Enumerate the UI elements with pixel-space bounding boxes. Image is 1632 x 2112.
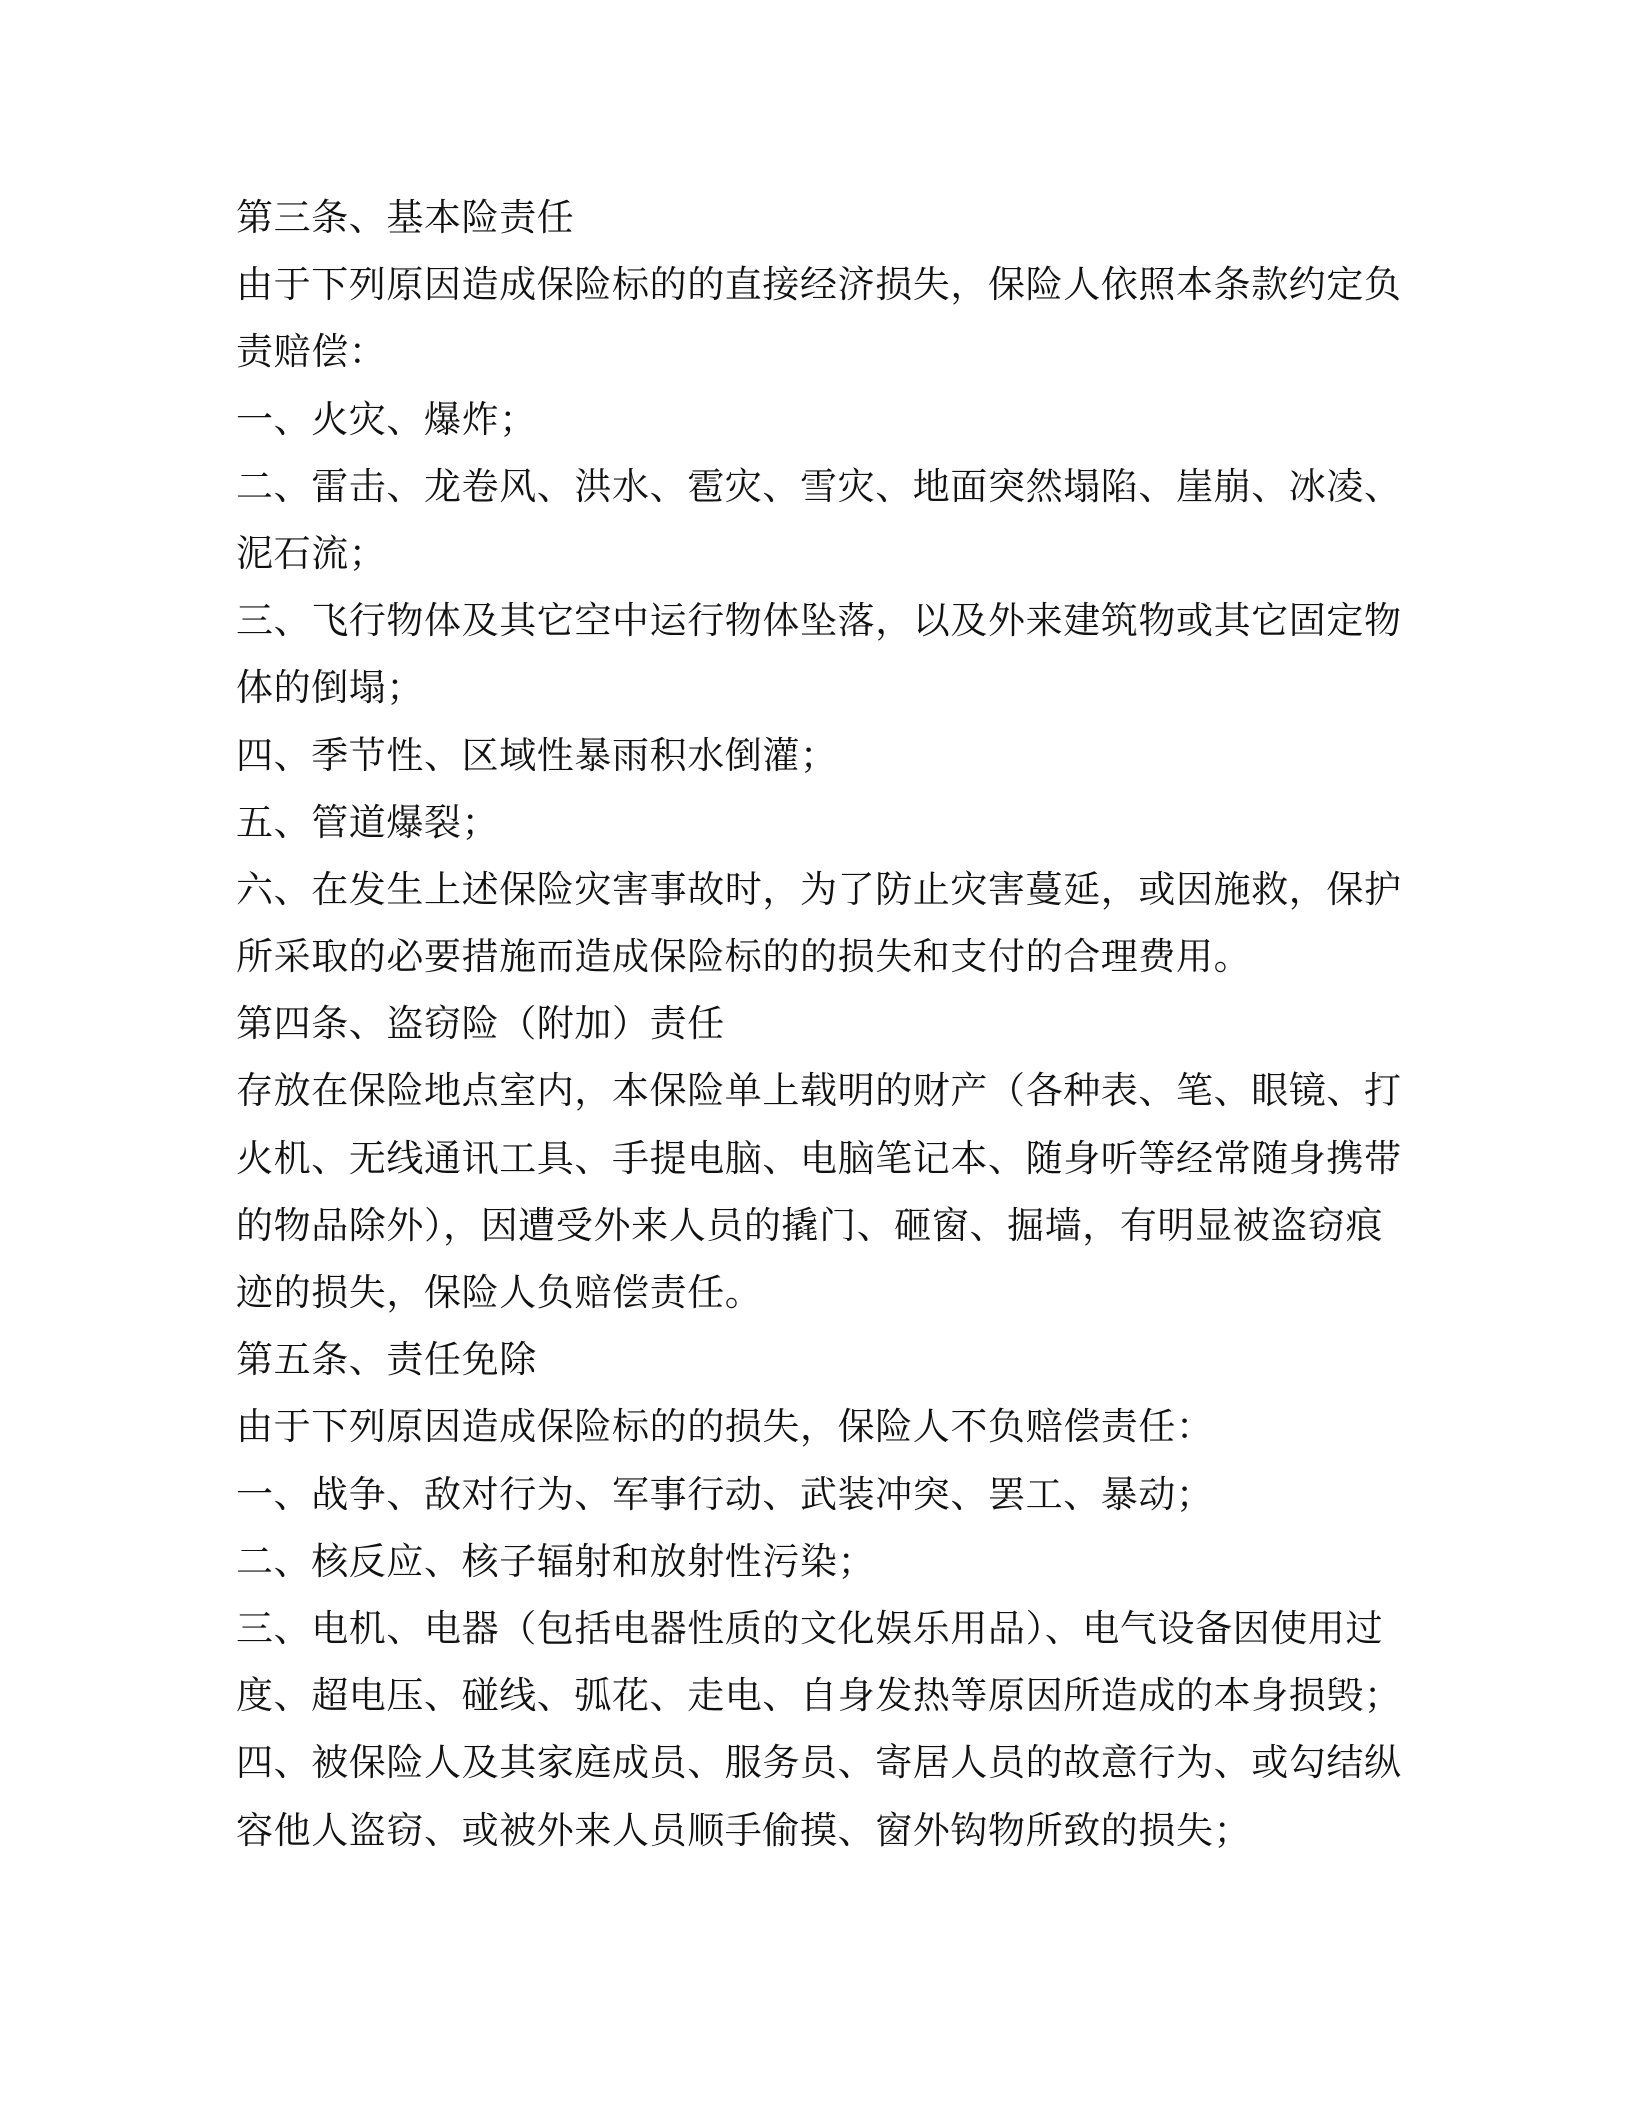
list-item: 四、季节性、区域性暴雨积水倒灌；: [236, 733, 838, 777]
list-item: 二、核反应、核子辐射和放射性污染；: [236, 1539, 876, 1583]
text-line: 迹的损失，保险人负赔偿责任。: [236, 1271, 763, 1314]
text-line: 的物品除外），因遭受外来人员的撬门、砸窗、掘墙，有明显被盗窃痕: [236, 1203, 1384, 1247]
text-line: 泥石流；: [236, 531, 387, 575]
text-line: 火机、无线通讯工具、手提电脑、电脑笔记本、随身听等经常随身携带: [236, 1136, 1402, 1180]
list-item: 四、被保险人及其家庭成员、服务员、寄居人员的故意行为、或勾结纵: [236, 1741, 1402, 1785]
document-page: [236, 184, 1402, 1864]
list-item: 二、雷击、龙卷风、洪水、雹灾、雪灾、地面突然塌陷、崖崩、冰凌、: [236, 464, 1402, 508]
list-item: 一、战争、敌对行为、军事行动、武装冲突、罢工、暴动；: [236, 1472, 1214, 1516]
list-item: 六、在发生上述保险灾害事故时，为了防止灾害蔓延，或因施救，保护: [236, 867, 1402, 911]
heading-article-5: 第五条、责任免除: [236, 1338, 537, 1382]
text-line: 由于下列原因造成保险标的的直接经济损失，保险人依照本条款约定负: [236, 263, 1402, 307]
text-line: 容他人盗窃、或被外来人员顺手偷摸、窗外钩物所致的损失；: [236, 1808, 1252, 1852]
list-item: 三、飞行物体及其它空中运行物体坠落，以及外来建筑物或其它固定物: [236, 599, 1402, 643]
list-item: 五、管道爆裂；: [236, 800, 500, 844]
list-item: 一、火灾、爆炸；: [236, 397, 537, 441]
heading-article-3: 第三条、基本险责任: [236, 196, 575, 239]
text-line: 度、超电压、碰线、弧花、走电、自身发热等原因所造成的本身损毁；: [236, 1674, 1402, 1718]
text-line: 所采取的必要措施而造成保险标的的损失和支付的合理费用。: [236, 935, 1252, 979]
text-line: 责赔偿：: [236, 330, 387, 374]
text-line: 存放在保险地点室内，本保险单上载明的财产（各种表、笔、眼镜、打: [236, 1069, 1402, 1113]
heading-article-4: 第四条、盗窃险（附加）责任: [236, 1002, 725, 1046]
list-item: 三、电机、电器（包括电器性质的文化娱乐用品）、电气设备因使用过: [236, 1606, 1384, 1650]
text-line: 体的倒塌；: [236, 666, 424, 710]
text-line: 由于下列原因造成保险标的的损失，保险人不负赔偿责任：: [236, 1405, 1214, 1449]
